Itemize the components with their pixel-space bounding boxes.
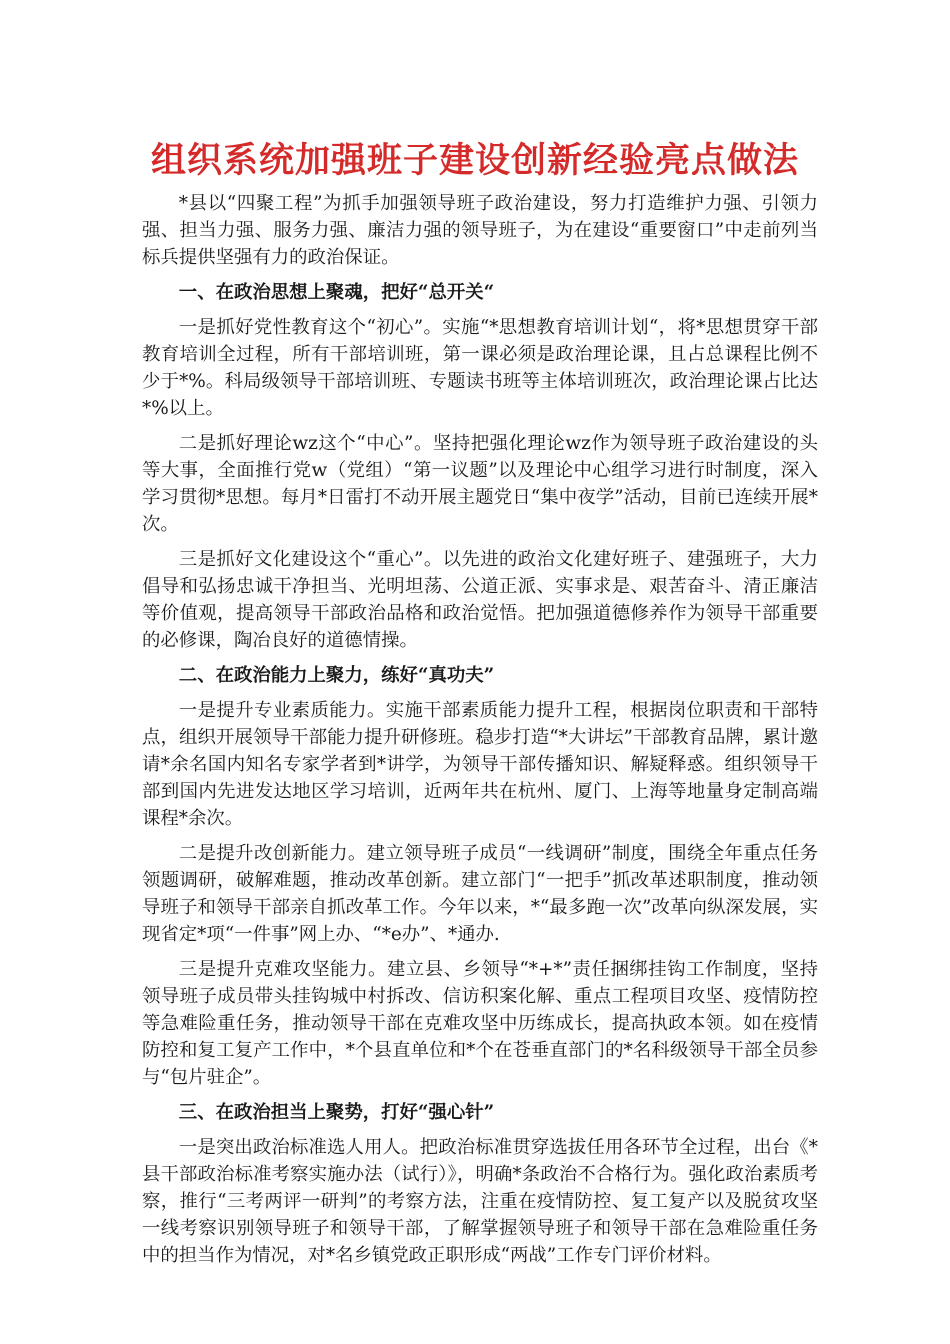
body-paragraph: 三是抓好文化建设这个“重心”。以先进的政治文化建好班子、建强班子，大力倡导和弘扬忠诚干净担当、光明坦荡、公道正派、实事求是、艰苦奋斗、清正廉洁等价值观，提高领导干部政治品格和政治觉悟。把加强道德修养作为领导干部重要的必修课，陶冶良好的道德情操。 [142, 549, 818, 651]
body-paragraph: 三是提升克难攻坚能力。建立县、乡领导“*+*”责任捆绑挂钩工作制度，坚持领导班子成员带头挂钩城中村拆改、信访积案化解、重点工程项目攻坚、疫情防控等急难险重任务，推动领导干部在克难攻坚中历练成长，提高执政本领。如在疫情防控和复工复产工作中，*个县直单位和*个在苍垂直部门的*名科级领导干部全员参与“包片驻企”。 [142, 959, 818, 1088]
document-title: 组织系统加强班子建设创新经验亮点做法 [150, 140, 799, 181]
document-body [142, 190, 818, 1277]
intro-paragraph: *县以“四聚工程”为抓手加强领导班子政治建设，努力打造维护力强、引领力强、担当力强、服务力强、廉洁力强的领导班子，为在建设“重要窗口”中走前列当标兵提供坚强有力的政治保证。 [142, 193, 818, 268]
body-paragraph: 一是提升专业素质能力。实施干部素质能力提升工程，根据岗位职责和干部特点，组织开展领导干部能力提升研修班。稳步打造“*大讲坛”干部教育品牌，累计邀请*余名国内知名专家学者到*讲学，为领导干部传播知识、解疑释惑。组织领导干部到国内先进发达地区学习培训，近两年共在杭州、厦门、上海等地量身定制高端课程*余次。 [142, 700, 818, 829]
body-paragraph: 二是抓好理论wz这个“中心”。坚持把强化理论wz作为领导班子政治建设的头等大事，全面推行党w（党组）“第一议题”以及理论中心组学习进行时制度，深入学习贯彻*思想。每月*日雷打不动开展主题党日“集中夜学”活动，目前已连续开展*次。 [142, 433, 818, 535]
section-heading: 一、在政治思想上聚魂，把好“总开关“ [178, 282, 495, 303]
body-paragraph: 一是突出政治标准选人用人。把政治标准贯穿选拔任用各环节全过程，出台《*县干部政治标准考察实施办法（试行）》，明确*条政治不合格行为。强化政治素质考察，推行“三考两评一研判”的考察方法，注重在疫情防控、复工复产以及脱贫攻坚一线考察识别领导班子和领导干部，了解掌握领导班子和领导干部在急难险重任务中的担当作为情况，对*名乡镇党政正职形成“两战”工作专门评价材料。 [142, 1137, 818, 1266]
section-heading: 三、在政治担当上聚势，打好“强心针” [178, 1102, 495, 1123]
section-1 [142, 279, 818, 654]
body-paragraph: 二是提升改创新能力。建立领导班子成员“一线调研”制度，围绕全年重点任务领题调研，破解难题，推动改革创新。建立部门“一把手”抓改革述职制度，推动领导班子和领导干部亲自抓改革工作。今年以来，*“最多跑一次”改革向纵深发展，实现省定*项“一件事”网上办、“*e办”、*通办. [142, 843, 818, 945]
section-heading: 二、在政治能力上聚力，练好“真功夫” [178, 665, 495, 686]
section-2 [142, 662, 818, 1091]
section-3 [142, 1099, 818, 1269]
body-paragraph: 一是抓好党性教育这个“初心”。实施“*思想教育培训计划“，将*思想贯穿干部教育培训全过程，所有干部培训班，第一课必须是政治理论课，且占总课程比例不少于*%。科局级领导干部培训班、专题读书班等主体培训班次，政治理论课占比达*%以上。 [142, 317, 818, 419]
